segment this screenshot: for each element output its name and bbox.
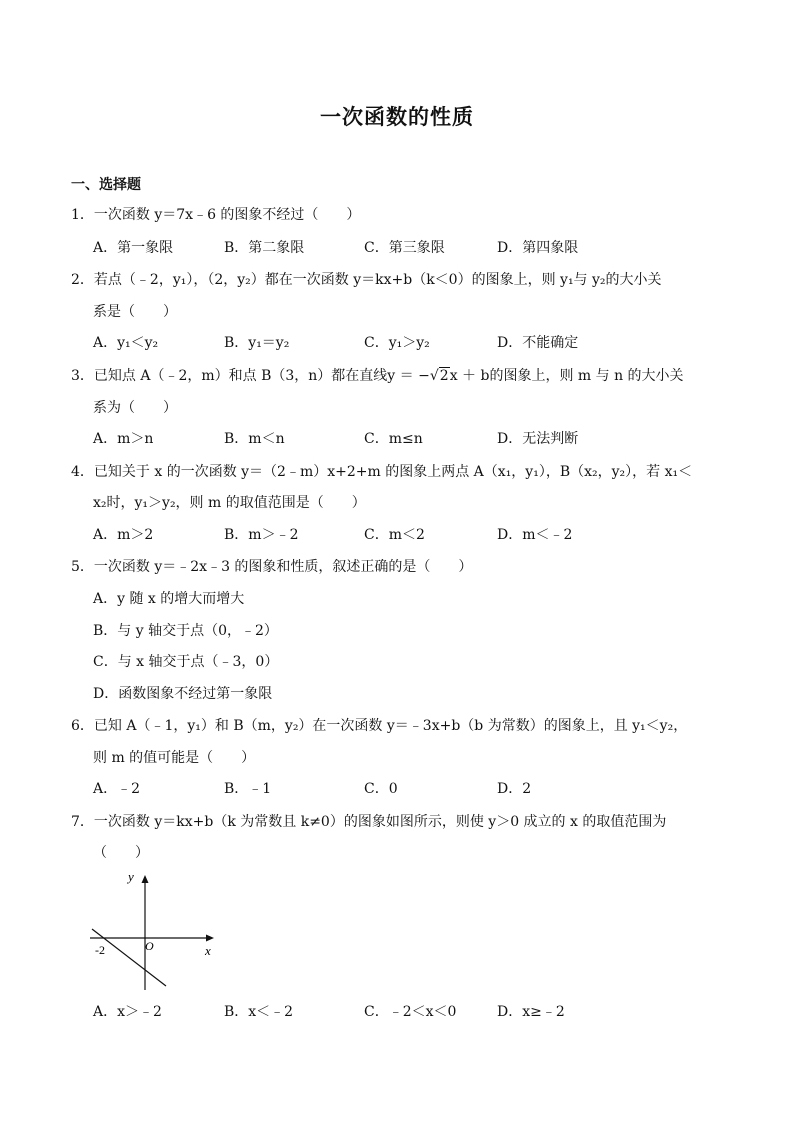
question-2-option-b: B．y₁＝y₂: [224, 335, 290, 351]
question-2-option-d: D．不能确定: [497, 335, 579, 351]
origin-label: O: [145, 939, 154, 953]
question-3-stem-part-a: 3．已知点 A（﹣2，m）和点 B（3，n）都在直线y ＝ −: [71, 368, 430, 384]
question-3-stem: [71, 366, 684, 386]
question-3-option-d: D．无法判断: [497, 431, 579, 447]
question-2-option-c: C．y₁＞y₂: [364, 335, 430, 351]
question-3-stem-continued: 系为（ ）: [93, 400, 177, 416]
section-heading: 一、选择题: [71, 177, 141, 193]
radicand: 2: [439, 368, 449, 384]
question-5-stem: 5．一次函数 y＝﹣2x﹣3 的图象和性质，叙述正确的是（ ）: [71, 559, 473, 575]
question-5-option-a: A．y 随 x 的增大而增大: [93, 591, 245, 607]
square-root-symbol: [430, 366, 450, 386]
x-axis-label: x: [205, 943, 211, 958]
question-7-option-b: B．x＜﹣2: [224, 1004, 294, 1020]
question-4-stem: 4．已知关于 x 的一次函数 y＝（2﹣m）x+2+m 的图象上两点 A（x₁，y₁），B（x₂，y₂），若 x₁＜: [71, 464, 693, 480]
x-intercept-label: -2: [95, 943, 105, 957]
question-3-option-c: C．m≤n: [364, 431, 423, 447]
question-2-option-a: A．y₁＜y₂: [93, 335, 159, 351]
x-axis-arrow: [206, 935, 214, 942]
question-2-stem-continued: 系是（ ）: [93, 304, 177, 320]
radical-sign: √: [429, 368, 439, 384]
question-1-option-c: C．第三象限: [364, 240, 445, 256]
question-4-option-a: A．m＞2: [93, 527, 154, 543]
question-6-option-d: D．2: [497, 781, 532, 797]
question-3-stem-part-b: x ＋ b的图象上，则 m 与 n 的大小关: [449, 368, 684, 384]
question-4-option-b: B．m＞﹣2: [224, 527, 299, 543]
question-3-option-a: A．m＞n: [93, 431, 154, 447]
question-4-option-c: C．m＜2: [364, 527, 425, 543]
question-7-stem-continued: （ ）: [93, 845, 149, 861]
question-6-stem-continued: 则 m 的值可能是（ ）: [93, 750, 256, 766]
question-5-option-d: D．函数图象不经过第一象限: [93, 686, 273, 702]
question-1-option-b: B．第二象限: [224, 240, 305, 256]
y-axis-arrow: [142, 875, 149, 883]
question-7-option-d: D．x≥﹣2: [497, 1004, 565, 1020]
question-6-option-b: B．﹣1: [224, 781, 272, 797]
page-title: 一次函数的性质: [320, 104, 474, 129]
question-1-option-d: D．第四象限: [497, 240, 579, 256]
question-7-stem: 7．一次函数 y＝kx+b（k 为常数且 k≠0）的图象如图所示，则使 y＞0 成立的 x 的取值范围为: [71, 814, 667, 830]
question-1-stem: 1．一次函数 y＝7x﹣6 的图象不经过（ ）: [71, 207, 361, 223]
question-3-option-b: B．m＜n: [224, 431, 285, 447]
question-5-option-b: B．与 y 轴交于点（0，﹣2）: [93, 623, 278, 639]
question-6-option-c: C．0: [364, 781, 398, 797]
question-4-stem-continued: x₂时，y₁＞y₂，则 m 的取值范围是（ ）: [93, 495, 366, 511]
question-6-stem: 6．已知 A（﹣1，y₁）和 B（m，y₂）在一次函数 y＝﹣3x+b（b 为常数）的图象上，且 y₁＜y₂，: [71, 718, 688, 734]
question-7-option-c: C．﹣2＜x＜0: [364, 1004, 457, 1020]
question-5-option-c: C．与 x 轴交于点（﹣3，0）: [93, 654, 279, 670]
question-7-option-a: A．x＞﹣2: [93, 1004, 162, 1020]
question-2-stem: 2．若点（﹣2，y₁），（2，y₂）都在一次函数 y＝kx+b（k＜0）的图象上，则 y₁与 y₂的大小关: [71, 272, 662, 288]
y-axis-label: y: [128, 869, 134, 884]
question-1-option-a: A．第一象限: [93, 240, 174, 256]
linear-function-graph: [84, 866, 224, 996]
question-6-option-a: A．﹣2: [93, 781, 141, 797]
question-4-option-d: D．m＜﹣2: [497, 527, 573, 543]
